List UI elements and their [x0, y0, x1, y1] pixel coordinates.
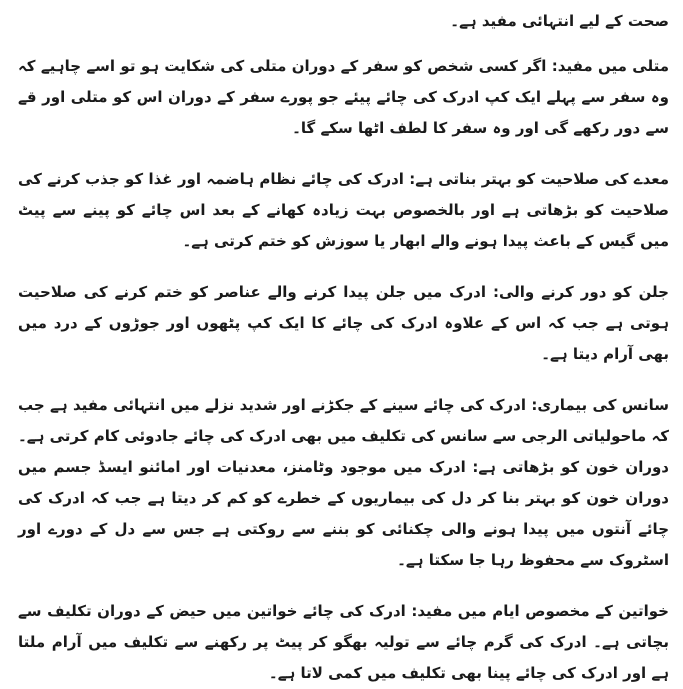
paragraph-digestion: معدے کی صلاحیت کو بہتر بناتی ہے: ادرک کی چائے نظام ہاضمہ اور غذا کو جذب کرنے کی صلاحیت کو بڑھاتی ہے اور بالخصوص بہت زیادہ کھانے کے بعد اس چائے کو پینے سے پیٹ میں گیس کے باعث پیدا ہونے والے ابھار یا سوزش کو ختم کرتی ہے۔ — [18, 170, 669, 250]
paragraph-health-intro: صحت کے لیے انتہائی مفید ہے۔ — [450, 12, 669, 30]
paragraph-nausea: متلی میں مفید: اگر کسی شخص کو سفر کے دوران متلی کی شکایت ہو تو اسے چاہیے کہ وہ سفر سے پہلے ایک کپ ادرک کی چائے پیئے جو پورے سفر کے دوران اس کو متلی اور قے سے دور رکھے گی اور وہ سفر کا لطف اٹھا سکے گا۔ — [18, 57, 669, 137]
paragraph-respiratory-circulation: سانس کی بیماری: ادرک کی چائے سینے کے جکڑنے اور شدید نزلے میں انتہائی مفید ہے جب کہ ماحولیاتی الرجی سے سانس کی تکلیف میں بھی ادرک کی چائے جادوئی کام کرتی ہے۔ دوران خون کو بڑھاتی ہے: ادرک میں موجود وٹامنز، معدنیات اور امائنو ایسڈ جسم میں دوران خون کو بہتر بنا کر دل کی بیماریوں کے خطرے کو کم کر دیتا ہے جب کہ ادرک کی چائے آنتوں میں پیدا ہونے والی چکنائی کو بننے سے روکتی ہے جس سے دل کے دورے اور اسٹروک سے محفوظ رہا جا سکتا ہے۔ — [18, 396, 669, 569]
paragraph-women-health: خواتین کے مخصوص ایام میں مفید: ادرک کی چائے خواتین میں حیض کے دوران تکلیف سے بچاتی ہے۔ ادرک کی گرم چائے سے تولیہ بھگو کر پیٹ پر رکھنے سے تکلیف میں آرام ملتا ہے اور ادرک کی چائے پینا بھی تکلیف میں کمی لاتا ہے۔ — [18, 602, 669, 682]
paragraph-inflammation: جلن کو دور کرنے والی: ادرک میں جلن پیدا کرنے والے عناصر کو ختم کرنے کی صلاحیت ہوتی ہے جب کہ اس کے علاوہ ادرک کی چائے کا ایک کپ پٹھوں اور جوڑوں کے درد میں بھی آرام دیتا ہے۔ — [18, 283, 669, 363]
